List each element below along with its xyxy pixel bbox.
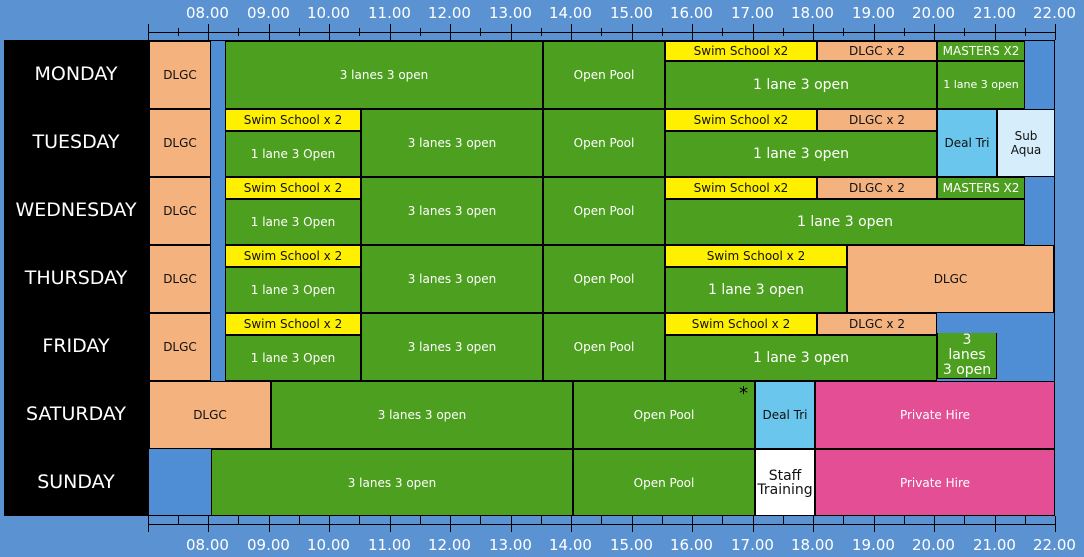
session-open-pool: Open Pool [573, 449, 755, 516]
axis-tick [934, 516, 935, 532]
axis-tick [692, 516, 693, 532]
time-label: 15.00 [610, 4, 653, 22]
session-1-lane: 1 lane 3 open [665, 61, 937, 109]
session-swim-school-pm: Swim School x2 [665, 177, 817, 199]
axis-tick [904, 28, 905, 36]
axis-tick [964, 28, 965, 36]
axis-tick [843, 516, 844, 524]
axis-tick [1055, 516, 1056, 532]
time-label: 11.00 [368, 536, 411, 554]
axis-tick [329, 24, 330, 40]
session-masters: MASTERS X2 [937, 177, 1025, 199]
time-label: 14.00 [549, 536, 592, 554]
axis-tick [480, 516, 481, 524]
asterisk-note: * [739, 383, 748, 404]
session-dlgc-x2: DLGC x 2 [817, 313, 937, 335]
time-label: 20.00 [912, 4, 955, 22]
axis-tick [601, 28, 602, 36]
session-dlgc: DLGC [149, 381, 271, 449]
time-label: 19.00 [852, 4, 895, 22]
day-label-friday: FRIDAY [4, 312, 148, 380]
time-label: 17.00 [731, 4, 774, 22]
session-dlgc: DLGC [149, 41, 211, 109]
session-staff-training: Staff Training [755, 449, 815, 516]
axis-tick [299, 516, 300, 524]
axis-tick [571, 516, 572, 532]
axis-tick [420, 516, 421, 524]
session-dlgc-x2: DLGC x 2 [817, 41, 937, 61]
session-1-lane-am: 1 lane 3 Open [225, 199, 361, 245]
axis-tick [359, 28, 360, 36]
session-1-lane-pm: 1 lane 3 open [665, 267, 847, 313]
axis-tick [813, 516, 814, 532]
axis-tick [783, 516, 784, 524]
axis-tick [208, 24, 209, 40]
axis-tick [208, 516, 209, 532]
axis-tick [178, 516, 179, 524]
axis-tick [874, 24, 875, 40]
axis-tick [511, 24, 512, 40]
session-3-lanes: 3 lanes 3 open [361, 313, 543, 381]
session-swim-school-am: Swim School x 2 [225, 313, 361, 335]
time-label: 08.00 [186, 536, 229, 554]
session-1-lane-am: 1 lane 3 Open [225, 335, 361, 381]
time-label: 22.00 [1033, 536, 1076, 554]
time-label: 08.00 [186, 4, 229, 22]
session-swim-school: Swim School x2 [665, 41, 817, 61]
session-open-pool: Open Pool [543, 177, 665, 245]
day-label-wednesday: WEDNESDAY [4, 176, 148, 244]
axis-tick [934, 24, 935, 40]
time-label: 12.00 [428, 4, 471, 22]
session-swim-school-am: Swim School x 2 [225, 177, 361, 199]
session-3-lanes: 3 lanes 3 open [361, 109, 543, 177]
session-swim-school-am: Swim School x 2 [225, 109, 361, 131]
axis-tick [148, 516, 149, 532]
session-3-lanes: 3 lanes 3 open [361, 245, 543, 313]
session-private-hire: Private Hire [815, 381, 1055, 449]
axis-tick [1025, 28, 1026, 36]
axis-tick [390, 24, 391, 40]
axis-tick [420, 28, 421, 36]
axis-tick [390, 516, 391, 532]
session-1-lane-am: 1 lane 3 Open [225, 267, 361, 313]
session-dlgc: DLGC [149, 177, 211, 245]
axis-tick [148, 24, 149, 40]
time-label: 22.00 [1033, 4, 1076, 22]
axis-tick [480, 28, 481, 36]
session-1-lane-pm: 1 lane 3 open [665, 335, 937, 381]
session-deal-tri: Deal Tri [937, 109, 997, 177]
session-1-lane-am: 1 lane 3 Open [225, 131, 361, 177]
session-swim-school-pm: Swim School x 2 [665, 313, 817, 335]
session-open-pool: Open Pool [543, 109, 665, 177]
session-swim-school-pm: Swim School x 2 [665, 245, 847, 267]
time-label: 13.00 [489, 536, 532, 554]
axis-tick [843, 28, 844, 36]
session-3-lanes: 3 lanes 3 open [361, 177, 543, 245]
time-label: 16.00 [670, 536, 713, 554]
session-1-lane-pm: 1 lane 3 open [665, 199, 1025, 245]
session-private-hire: Private Hire [815, 449, 1055, 516]
axis-tick [571, 24, 572, 40]
axis-tick [1025, 516, 1026, 524]
axis-tick [1055, 24, 1056, 40]
day-label-saturday: SATURDAY [4, 380, 148, 448]
session-open-pool: Open Pool [543, 245, 665, 313]
axis-tick [541, 28, 542, 36]
time-label: 19.00 [852, 536, 895, 554]
time-label: 15.00 [610, 536, 653, 554]
axis-tick [753, 516, 754, 532]
axis-tick [722, 516, 723, 524]
axis-tick [269, 516, 270, 532]
axis-tick [692, 24, 693, 40]
axis-tick [601, 516, 602, 524]
bottom-axis-line [148, 524, 1055, 525]
session-deal-tri: Deal Tri [755, 381, 815, 449]
axis-tick [450, 24, 451, 40]
time-label: 12.00 [428, 536, 471, 554]
axis-tick [632, 516, 633, 532]
axis-tick [238, 28, 239, 36]
time-label: 18.00 [791, 4, 834, 22]
time-label: 11.00 [368, 4, 411, 22]
session-3-lanes: 3 lanes 3 open [271, 381, 573, 449]
axis-tick [662, 28, 663, 36]
axis-tick [662, 516, 663, 524]
session-open-pool: Open Pool [573, 381, 755, 449]
time-label: 10.00 [307, 536, 350, 554]
axis-tick [995, 24, 996, 40]
session-3-lanes: 3 lanes 3 open [225, 41, 543, 109]
session-dlgc: DLGC [149, 245, 211, 313]
axis-tick [783, 28, 784, 36]
session-dlgc: DLGC [149, 313, 211, 381]
day-label-tuesday: TUESDAY [4, 108, 148, 176]
axis-tick [450, 516, 451, 532]
session-3-lanes-evening: 3 lanes 3 open [937, 333, 997, 379]
axis-tick [874, 516, 875, 532]
axis-tick [632, 24, 633, 40]
axis-tick [904, 516, 905, 524]
time-label: 13.00 [489, 4, 532, 22]
axis-tick [269, 24, 270, 40]
axis-tick [813, 24, 814, 40]
time-label: 14.00 [549, 4, 592, 22]
axis-tick [753, 24, 754, 40]
session-masters: MASTERS X2 [937, 41, 1025, 61]
time-label: 17.00 [731, 536, 774, 554]
day-label-thursday: THURSDAY [4, 244, 148, 312]
session-swim-school-pm: Swim School x2 [665, 109, 817, 131]
axis-tick [511, 516, 512, 532]
time-label: 20.00 [912, 536, 955, 554]
axis-tick [299, 28, 300, 36]
session-open-pool: Open Pool [543, 313, 665, 381]
time-label: 10.00 [307, 4, 350, 22]
day-label-sunday: SUNDAY [4, 448, 148, 516]
axis-tick [238, 516, 239, 524]
axis-tick [964, 516, 965, 524]
session-dlgc-x2: DLGC x 2 [817, 177, 937, 199]
axis-tick [359, 516, 360, 524]
axis-tick [329, 516, 330, 532]
session-open-pool: Open Pool [543, 41, 665, 109]
day-label-monday: MONDAY [4, 40, 148, 108]
session-3-lanes: 3 lanes 3 open [211, 449, 573, 516]
time-label: 16.00 [670, 4, 713, 22]
session-dlgc-x2: DLGC x 2 [817, 109, 937, 131]
time-label: 09.00 [247, 536, 290, 554]
timetable-grid [148, 40, 1055, 516]
session-dlgc-evening: DLGC [847, 245, 1054, 313]
session-1-lane-short: 1 lane 3 open [937, 61, 1025, 109]
axis-tick [178, 28, 179, 36]
axis-tick [541, 516, 542, 524]
axis-tick [995, 516, 996, 532]
time-label: 09.00 [247, 4, 290, 22]
time-label: 18.00 [791, 536, 834, 554]
time-label: 21.00 [973, 4, 1016, 22]
session-sub-aqua: Sub Aqua [997, 109, 1055, 177]
axis-tick [722, 28, 723, 36]
session-1-lane-pm: 1 lane 3 open [665, 131, 937, 177]
session-swim-school-am: Swim School x 2 [225, 245, 361, 267]
time-label: 21.00 [973, 536, 1016, 554]
session-dlgc: DLGC [149, 109, 211, 177]
